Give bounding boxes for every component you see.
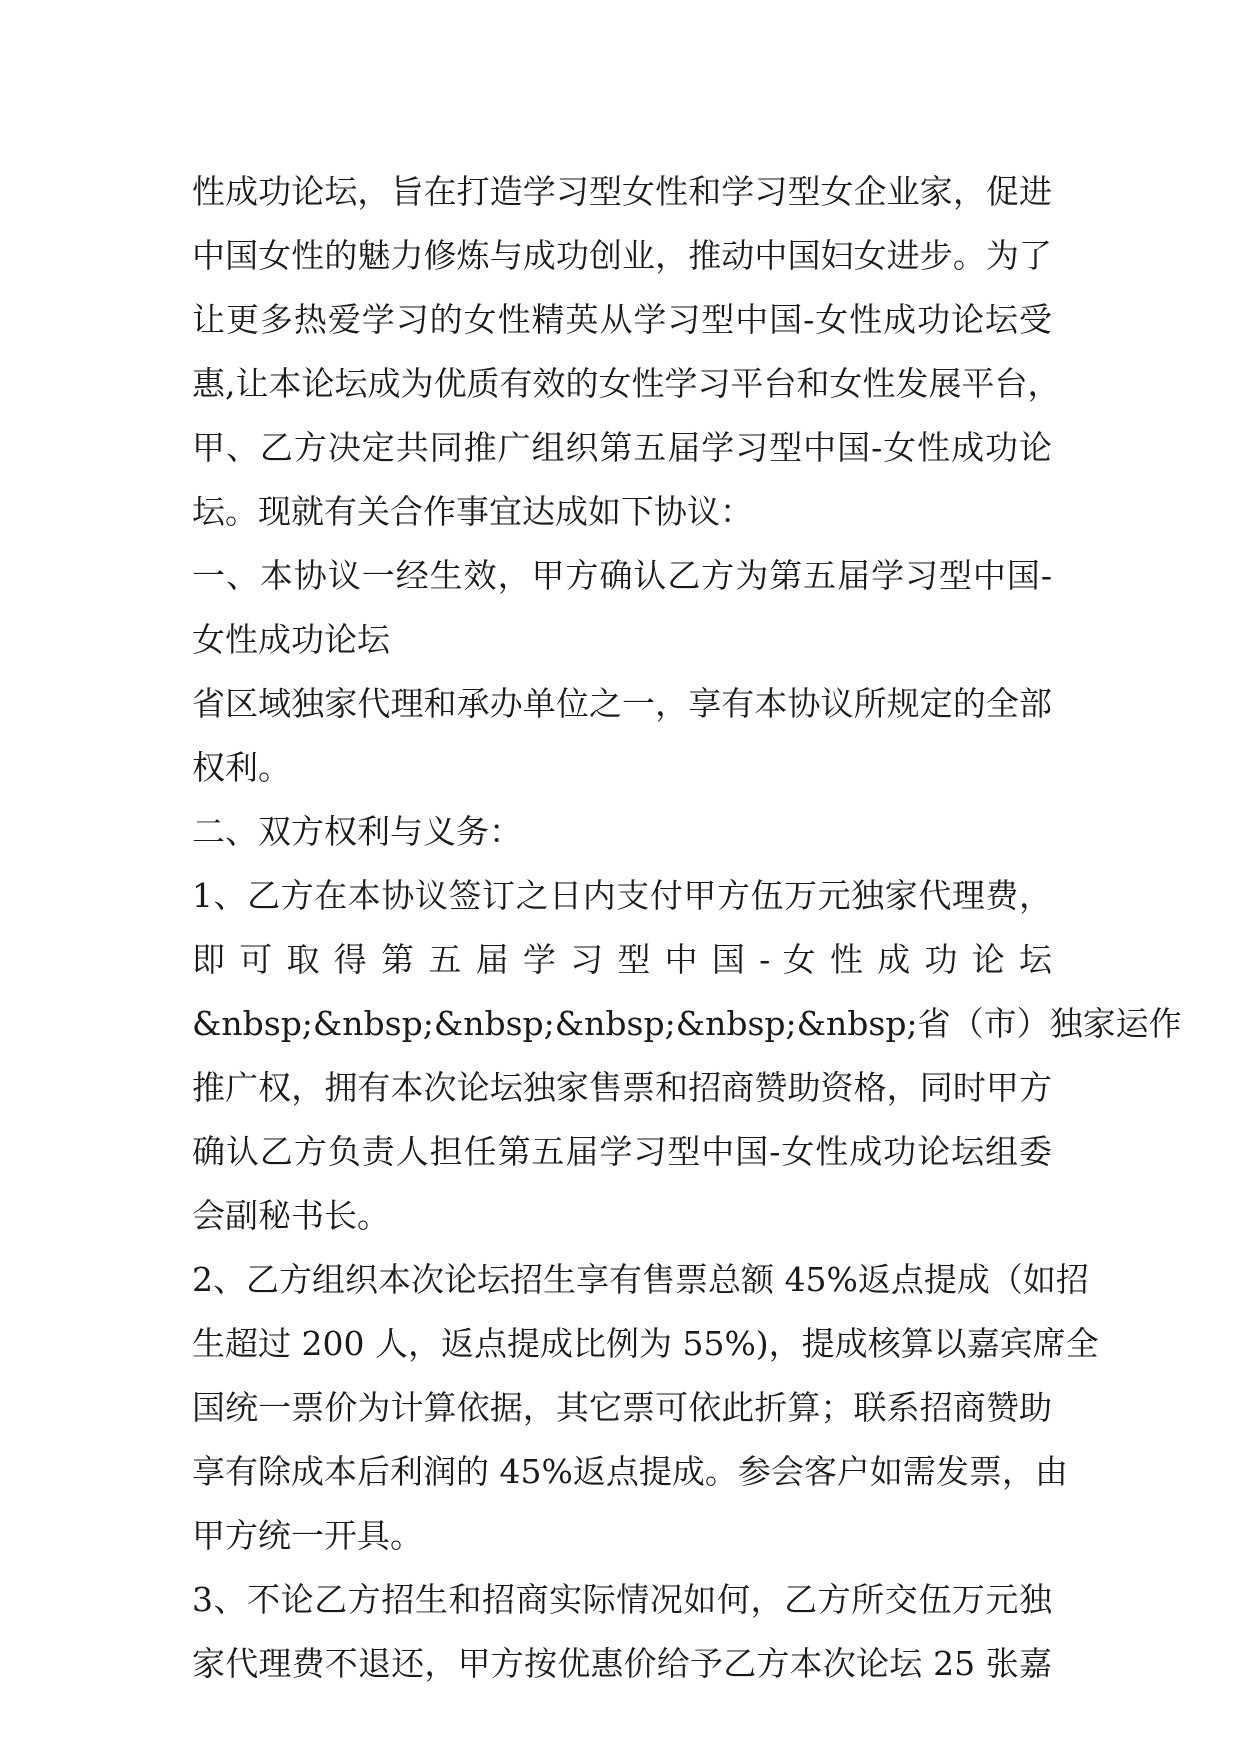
text-line: 坛。现就有关合作事宜达成如下协议： bbox=[192, 492, 753, 531]
text-line: 一、本协议一经生效，甲方确认乙方为第五届学习型中国- bbox=[192, 556, 1052, 595]
text-line: 权利。 bbox=[192, 748, 291, 787]
text-line: 会副秘书长。 bbox=[192, 1196, 390, 1235]
section-heading: 二、双方权利与义务： bbox=[192, 812, 522, 851]
text-line: 2、乙方组织本次论坛招生享有售票总额 45%返点提成（如招 bbox=[192, 1260, 1089, 1299]
text-line: 中国女性的魅力修炼与成功创业，推动中国妇女进步。为了 bbox=[192, 236, 1052, 275]
text-line: 性成功论坛，旨在打造学习型女性和学习型女企业家，促进 bbox=[192, 172, 1052, 211]
text-line: 女性成功论坛 bbox=[192, 620, 390, 659]
text-line: 推广权，拥有本次论坛独家售票和招商赞助资格，同时甲方 bbox=[192, 1068, 1052, 1107]
text-line: 即 可 取 得 第 五 届 学 习 型 中 国 - 女 性 成 功 论 坛 bbox=[192, 940, 1052, 979]
text-line: 省区域独家代理和承办单位之一，享有本协议所规定的全部 bbox=[192, 684, 1052, 723]
text-line: 国统一票价为计算依据，其它票可依此折算；联系招商赞助 bbox=[192, 1388, 1052, 1427]
text-line: 生超过 200 人，返点提成比例为 55%)，提成核算以嘉宾席全 bbox=[192, 1324, 1099, 1363]
text-line: 3、不论乙方招生和招商实际情况如何，乙方所交伍万元独 bbox=[192, 1580, 1052, 1619]
text-line: 享有除成本后利润的 45%返点提成。参会客户如需发票，由 bbox=[192, 1452, 1068, 1491]
text-line: 家代理费不退还，甲方按优惠价给予乙方本次论坛 25 张嘉 bbox=[192, 1644, 1052, 1683]
text-line: 1、乙方在本协议签订之日内支付甲方伍万元独家代理费， bbox=[192, 876, 1052, 915]
agreement-body-text bbox=[192, 160, 1182, 1696]
text-line: 甲、乙方决定共同推广组织第五届学习型中国-女性成功论 bbox=[192, 428, 1052, 467]
text-line: &nbsp;&nbsp;&nbsp;&nbsp;&nbsp;&nbsp;省（市）独家运作 bbox=[192, 1004, 1182, 1043]
text-line: 惠,让本论坛成为优质有效的女性学习平台和女性发展平台， bbox=[192, 364, 1061, 403]
text-line: 甲方统一开具。 bbox=[192, 1516, 423, 1555]
text-line: 让更多热爱学习的女性精英从学习型中国-女性成功论坛受 bbox=[192, 300, 1052, 339]
text-line: 确认乙方负责人担任第五届学习型中国-女性成功论坛组委 bbox=[192, 1132, 1052, 1171]
